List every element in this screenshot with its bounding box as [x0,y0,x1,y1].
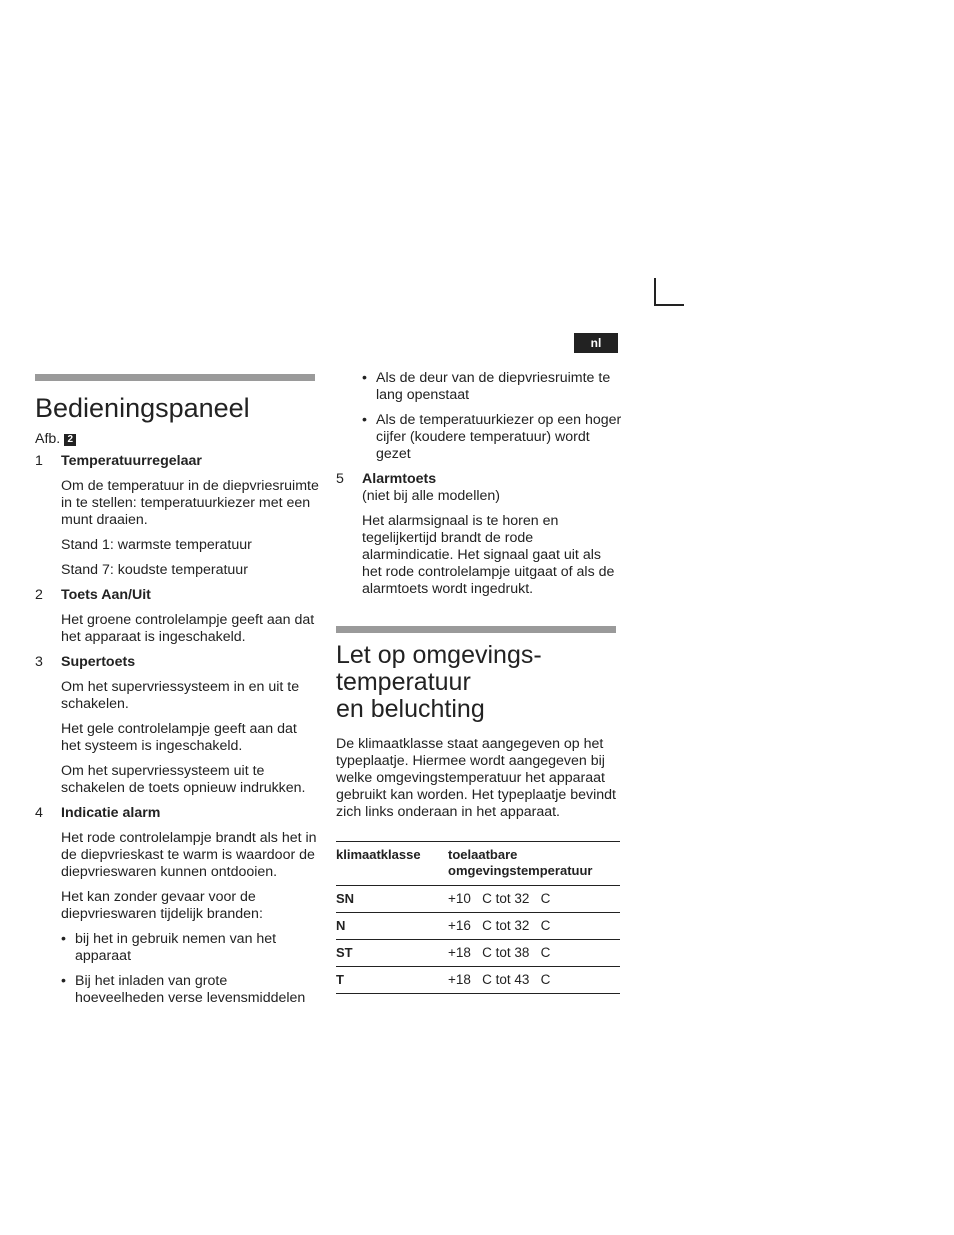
item-number: 3 [35,654,43,670]
item-number: 1 [35,453,43,469]
figure-label: Afb. [35,431,61,447]
section-bar [35,374,315,381]
table-row [336,967,620,994]
table-cell-range: +18 C tot 43 C [448,967,620,994]
item-number: 4 [35,805,43,821]
item-heading [35,805,320,822]
paragraph: Het kan zonder gevaar voor de diepvrieswaren tijdelijk branden: [61,889,263,922]
item-title: Temperatuurregelaar [61,453,202,469]
bullet-list [362,370,622,463]
list-item [35,587,320,646]
bullet-item: • bij het in gebruik nemen van het apparaat [61,931,320,965]
figure-reference [35,431,320,448]
heading-line: Let op omgevings- [336,641,542,669]
item-title: Indicatie alarm [61,805,161,821]
list-item [35,654,320,797]
item-heading [35,587,320,604]
section-heading-bedieningspaneel: Bedieningspaneel [35,393,250,423]
table-cell-range: +18 C tot 38 C [448,940,620,967]
table-cell-range: +10 C tot 32 C [448,886,620,913]
left-column [35,374,320,1015]
item-number: 5 [336,471,344,487]
list-item [35,805,320,1007]
climate-class-table [336,841,620,994]
item-heading [35,453,320,470]
paragraph: Stand 1: warmste temperatuur [61,537,252,553]
heading-line: temperatuur [336,668,471,696]
item-title: Alarmtoets [362,471,437,487]
table-cell-range: +16 C tot 32 C [448,913,620,940]
bullet-item: • Als de temperatuurkiezer op een hoger cijfer (koudere temperatuur) wordt gezet [362,412,622,463]
list-item [336,471,622,598]
crop-mark-vertical [654,278,656,306]
table-cell-klasse: N [336,913,448,940]
section-heading-omgevingstemperatuur [336,642,622,723]
right-column [336,370,622,994]
heading-line: en beluchting [336,695,485,723]
table-cell-klasse: ST [336,940,448,967]
table-cell-klasse: SN [336,886,448,913]
paragraph: Het groene controlelampje geeft aan dat het apparaat is ingeschakeld. [61,612,315,645]
paragraph: Stand 7: koudste temperatuur [61,562,248,578]
table-cell-klasse: T [336,967,448,994]
crop-mark-horizontal [654,304,684,306]
figure-number: 2 [64,434,76,446]
item-title: Supertoets [61,654,136,670]
paragraph: Om het supervriessysteem in en uit te schakelen. [61,679,300,712]
column-header-temperatuur: toelaatbare omgevingstemperatuur [448,847,593,878]
list-item [35,453,320,579]
paragraph: Het alarmsignaal is te horen en tegelijkertijd brandt de rode alarmindicatie. Het signaal gaat uit als het rode controlelampje uitgaat of als de alarmtoets wordt ingedrukt. [362,513,615,597]
section-bar [336,626,616,633]
bullet-item: • Als de deur van de diepvriesruimte te lang openstaat [362,370,622,404]
table-header-row [336,842,620,886]
bullet-item: • Bij het inladen van grote hoeveelheden verse levensmiddelen [61,973,320,1007]
language-tag: nl [574,333,618,353]
paragraph: Het rode controlelampje brandt als het in de diepvrieskast te warm is waardoor de diepvrieswaren kunnen ontdooien. [61,830,317,880]
item-title: Toets Aan/Uit [61,587,151,603]
item-heading [35,654,320,671]
item-heading [336,471,622,488]
intro-paragraph: De klimaatklasse staat aangegeven op het typeplaatje. Hiermee wordt aangegeven bij welke omgevingstemperatuur het apparaat gebruikt kan worden. Het typeplaatje bevindt zich links onderaan in het apparaat. [336,736,616,820]
paragraph: Het gele controlelampje geeft aan dat het systeem is ingeschakeld. [61,721,297,754]
paragraph: Om de temperatuur in de diepvriesruimte in te stellen: temperatuurkiezer met een munt draaien. [61,478,319,528]
item-number: 2 [35,587,43,603]
column-header-klimaatklasse: klimaatklasse [336,847,421,862]
table-row [336,940,620,967]
item-note: (niet bij alle modellen) [362,488,501,504]
table-row [336,886,620,913]
paragraph: Om het supervriessysteem uit te schakelen de toets opnieuw indrukken. [61,763,306,796]
bullet-list [61,931,320,1007]
table-row [336,913,620,940]
